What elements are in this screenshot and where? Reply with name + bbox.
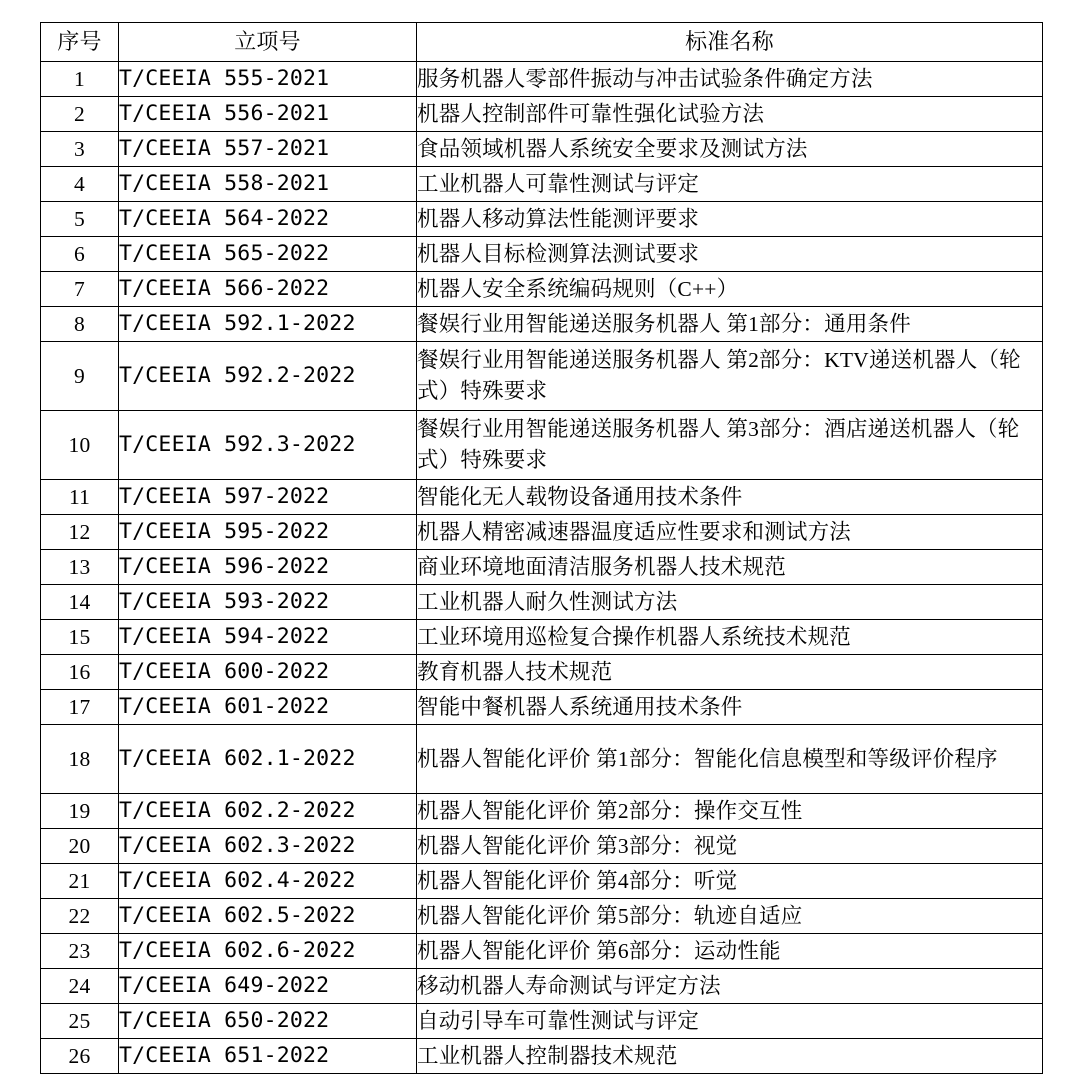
cell-project-code: T/CEEIA 602.6-2022 [119, 934, 417, 969]
table-row [41, 202, 1043, 237]
column-header-index: 序号 [41, 23, 119, 62]
cell-index: 10 [41, 411, 119, 480]
cell-project-code: T/CEEIA 600-2022 [119, 655, 417, 690]
cell-index: 9 [41, 342, 119, 411]
cell-project-code: T/CEEIA 564-2022 [119, 202, 417, 237]
cell-project-code: T/CEEIA 558-2021 [119, 167, 417, 202]
cell-project-code: T/CEEIA 566-2022 [119, 272, 417, 307]
cell-standard-name: 机器人移动算法性能测评要求 [417, 202, 1043, 237]
table-row [41, 237, 1043, 272]
cell-project-code: T/CEEIA 594-2022 [119, 620, 417, 655]
cell-standard-name: 服务机器人零部件振动与冲击试验条件确定方法 [417, 62, 1043, 97]
cell-standard-name: 工业机器人可靠性测试与评定 [417, 167, 1043, 202]
cell-standard-name: 工业机器人控制器技术规范 [417, 1039, 1043, 1074]
table-row [41, 620, 1043, 655]
cell-standard-name: 自动引导车可靠性测试与评定 [417, 1004, 1043, 1039]
cell-project-code: T/CEEIA 597-2022 [119, 480, 417, 515]
table-row [41, 899, 1043, 934]
table-row [41, 411, 1043, 480]
cell-index: 16 [41, 655, 119, 690]
cell-index: 25 [41, 1004, 119, 1039]
cell-index: 19 [41, 794, 119, 829]
cell-standard-name: 餐娱行业用智能递送服务机器人 第2部分：KTV递送机器人（轮式）特殊要求 [417, 342, 1043, 411]
table-row [41, 864, 1043, 899]
cell-index: 5 [41, 202, 119, 237]
cell-index: 15 [41, 620, 119, 655]
cell-project-code: T/CEEIA 592.1-2022 [119, 307, 417, 342]
cell-standard-name: 机器人目标检测算法测试要求 [417, 237, 1043, 272]
cell-index: 22 [41, 899, 119, 934]
cell-standard-name: 机器人智能化评价 第2部分：操作交互性 [417, 794, 1043, 829]
cell-project-code: T/CEEIA 651-2022 [119, 1039, 417, 1074]
cell-index: 24 [41, 969, 119, 1004]
cell-project-code: T/CEEIA 557-2021 [119, 132, 417, 167]
column-header-code: 立项号 [119, 23, 417, 62]
cell-project-code: T/CEEIA 602.5-2022 [119, 899, 417, 934]
table-row [41, 829, 1043, 864]
table-row [41, 1004, 1043, 1039]
table-body [41, 62, 1043, 1074]
cell-index: 1 [41, 62, 119, 97]
cell-index: 18 [41, 725, 119, 794]
cell-project-code: T/CEEIA 601-2022 [119, 690, 417, 725]
cell-standard-name: 机器人精密减速器温度适应性要求和测试方法 [417, 515, 1043, 550]
cell-project-code: T/CEEIA 602.2-2022 [119, 794, 417, 829]
cell-standard-name: 机器人智能化评价 第6部分：运动性能 [417, 934, 1043, 969]
cell-project-code: T/CEEIA 595-2022 [119, 515, 417, 550]
cell-project-code: T/CEEIA 649-2022 [119, 969, 417, 1004]
cell-standard-name: 机器人智能化评价 第5部分：轨迹自适应 [417, 899, 1043, 934]
cell-project-code: T/CEEIA 602.4-2022 [119, 864, 417, 899]
cell-standard-name: 机器人智能化评价 第1部分：智能化信息模型和等级评价程序 [417, 725, 1043, 794]
table-row [41, 272, 1043, 307]
table-header [41, 23, 1043, 62]
cell-index: 23 [41, 934, 119, 969]
cell-standard-name: 智能化无人载物设备通用技术条件 [417, 480, 1043, 515]
cell-standard-name: 食品领域机器人系统安全要求及测试方法 [417, 132, 1043, 167]
cell-index: 20 [41, 829, 119, 864]
table-row [41, 1039, 1043, 1074]
table-row [41, 934, 1043, 969]
column-header-title: 标准名称 [417, 23, 1043, 62]
cell-standard-name: 工业机器人耐久性测试方法 [417, 585, 1043, 620]
table-row [41, 725, 1043, 794]
cell-standard-name: 智能中餐机器人系统通用技术条件 [417, 690, 1043, 725]
cell-project-code: T/CEEIA 602.1-2022 [119, 725, 417, 794]
cell-standard-name: 移动机器人寿命测试与评定方法 [417, 969, 1043, 1004]
table-row [41, 515, 1043, 550]
cell-index: 4 [41, 167, 119, 202]
table-row [41, 585, 1043, 620]
table-row [41, 794, 1043, 829]
cell-index: 6 [41, 237, 119, 272]
cell-index: 14 [41, 585, 119, 620]
cell-standard-name: 机器人控制部件可靠性强化试验方法 [417, 97, 1043, 132]
cell-index: 21 [41, 864, 119, 899]
cell-standard-name: 商业环境地面清洁服务机器人技术规范 [417, 550, 1043, 585]
cell-project-code: T/CEEIA 555-2021 [119, 62, 417, 97]
cell-index: 17 [41, 690, 119, 725]
table-row [41, 342, 1043, 411]
standards-table [40, 22, 1043, 1074]
table-row [41, 690, 1043, 725]
cell-project-code: T/CEEIA 602.3-2022 [119, 829, 417, 864]
table-row [41, 307, 1043, 342]
table-row [41, 550, 1043, 585]
cell-project-code: T/CEEIA 596-2022 [119, 550, 417, 585]
table-row [41, 480, 1043, 515]
cell-project-code: T/CEEIA 556-2021 [119, 97, 417, 132]
cell-index: 26 [41, 1039, 119, 1074]
cell-standard-name: 工业环境用巡检复合操作机器人系统技术规范 [417, 620, 1043, 655]
cell-standard-name: 机器人智能化评价 第3部分：视觉 [417, 829, 1043, 864]
cell-index: 2 [41, 97, 119, 132]
cell-standard-name: 餐娱行业用智能递送服务机器人 第1部分：通用条件 [417, 307, 1043, 342]
cell-index: 3 [41, 132, 119, 167]
cell-index: 11 [41, 480, 119, 515]
cell-project-code: T/CEEIA 592.2-2022 [119, 342, 417, 411]
cell-index: 13 [41, 550, 119, 585]
cell-project-code: T/CEEIA 593-2022 [119, 585, 417, 620]
table-row [41, 62, 1043, 97]
table-row [41, 167, 1043, 202]
cell-project-code: T/CEEIA 565-2022 [119, 237, 417, 272]
cell-index: 12 [41, 515, 119, 550]
table-row [41, 969, 1043, 1004]
cell-project-code: T/CEEIA 650-2022 [119, 1004, 417, 1039]
cell-index: 7 [41, 272, 119, 307]
cell-index: 8 [41, 307, 119, 342]
cell-standard-name: 机器人智能化评价 第4部分：听觉 [417, 864, 1043, 899]
cell-project-code: T/CEEIA 592.3-2022 [119, 411, 417, 480]
cell-standard-name: 机器人安全系统编码规则（C++） [417, 272, 1043, 307]
table-header-row [41, 23, 1043, 62]
table-row [41, 132, 1043, 167]
table-row [41, 97, 1043, 132]
cell-standard-name: 餐娱行业用智能递送服务机器人 第3部分：酒店递送机器人（轮式）特殊要求 [417, 411, 1043, 480]
cell-standard-name: 教育机器人技术规范 [417, 655, 1043, 690]
table-row [41, 655, 1043, 690]
